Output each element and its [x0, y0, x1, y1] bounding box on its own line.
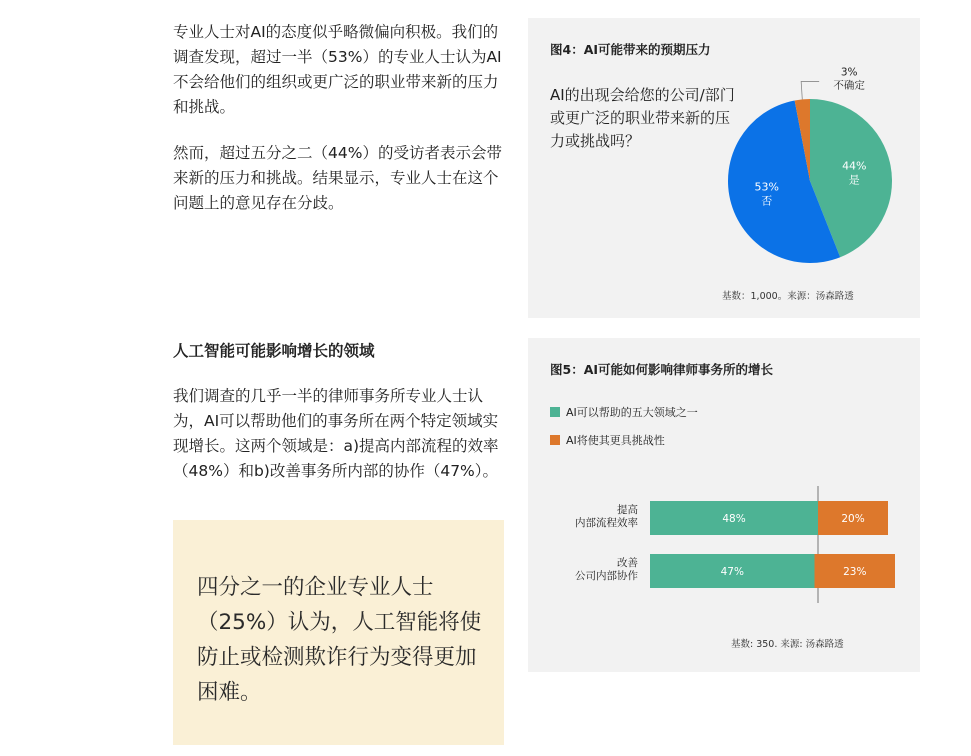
- pie-category-label-1: 否: [761, 194, 773, 208]
- bar-category-label-0-1: 内部流程效率: [575, 517, 638, 529]
- figure4-card: [528, 18, 920, 318]
- bar-category-label-1-1: 公司内部协作: [575, 570, 638, 582]
- figure5-source: 基数: 350. 来源: 汤森路透: [731, 639, 844, 650]
- pie-value-label-1: 53%: [754, 180, 779, 194]
- figure4-question: AI的出现会给您的公司/部门或更广泛的职业带来新的压力或挑战吗？: [550, 86, 735, 150]
- bar-value-label-1-1: 23%: [843, 566, 867, 578]
- bar-value-label-0-0: 48%: [722, 513, 746, 525]
- quote-box: [173, 520, 504, 745]
- growth-areas-paragraph: 我们调查的几乎一半的律师事务所专业人士认为，AI可以帮助他们的事务所在两个特定领域实现增长。这两个领域是：a)提高内部流程的效率（48%）和b)改善事务所内部的协作（47%）。: [173, 387, 499, 480]
- figure4-source: 基数：1,000。来源：汤森路透: [722, 291, 854, 302]
- figure4-title: 图4：AI可能带来的预期压力: [550, 42, 711, 57]
- bar-value-label-0-1: 20%: [841, 513, 865, 525]
- bar-value-label-1-0: 47%: [720, 566, 744, 578]
- section-heading: 人工智能可能影响增长的领域: [173, 342, 375, 360]
- pie-value-label-0: 44%: [842, 159, 867, 173]
- legend-label-challenge: AI将使其更具挑战性: [566, 434, 665, 447]
- bar-category-label-0-0: 提高: [617, 504, 638, 516]
- pie-category-label-2: 不确定: [833, 79, 865, 92]
- pie-leader-line-2: [801, 81, 819, 99]
- pie-chart: [528, 18, 920, 318]
- intro-paragraph: 专业人士对AI的态度似乎略微偏向积极。我们的调查发现，超过一半（53%）的专业人士认为AI不会给他们的组织或更广泛的职业带来新的压力和挑战。: [173, 23, 502, 116]
- bar-category-label-1-0: 改善: [617, 557, 638, 569]
- pie-category-label-0: 是: [848, 173, 860, 187]
- figure5-title: 图5：AI可能如何影响律师事务所的增长: [550, 362, 774, 377]
- bar-chart: [528, 338, 920, 672]
- legend-label-help: AI可以帮助的五大领域之一: [566, 406, 698, 419]
- pie-value-label-2: 3%: [840, 66, 858, 79]
- divided-opinion-paragraph: 然而，超过五分之二（44%）的受访者表示会带来新的压力和挑战。结果显示，专业人士在这个问题上的意见存在分歧。: [173, 144, 502, 212]
- figure5-card: [528, 338, 920, 672]
- quote-text: 四分之一的企业专业人士（25%）认为，人工智能将使防止或检测欺诈行为变得更加困难。: [197, 575, 482, 705]
